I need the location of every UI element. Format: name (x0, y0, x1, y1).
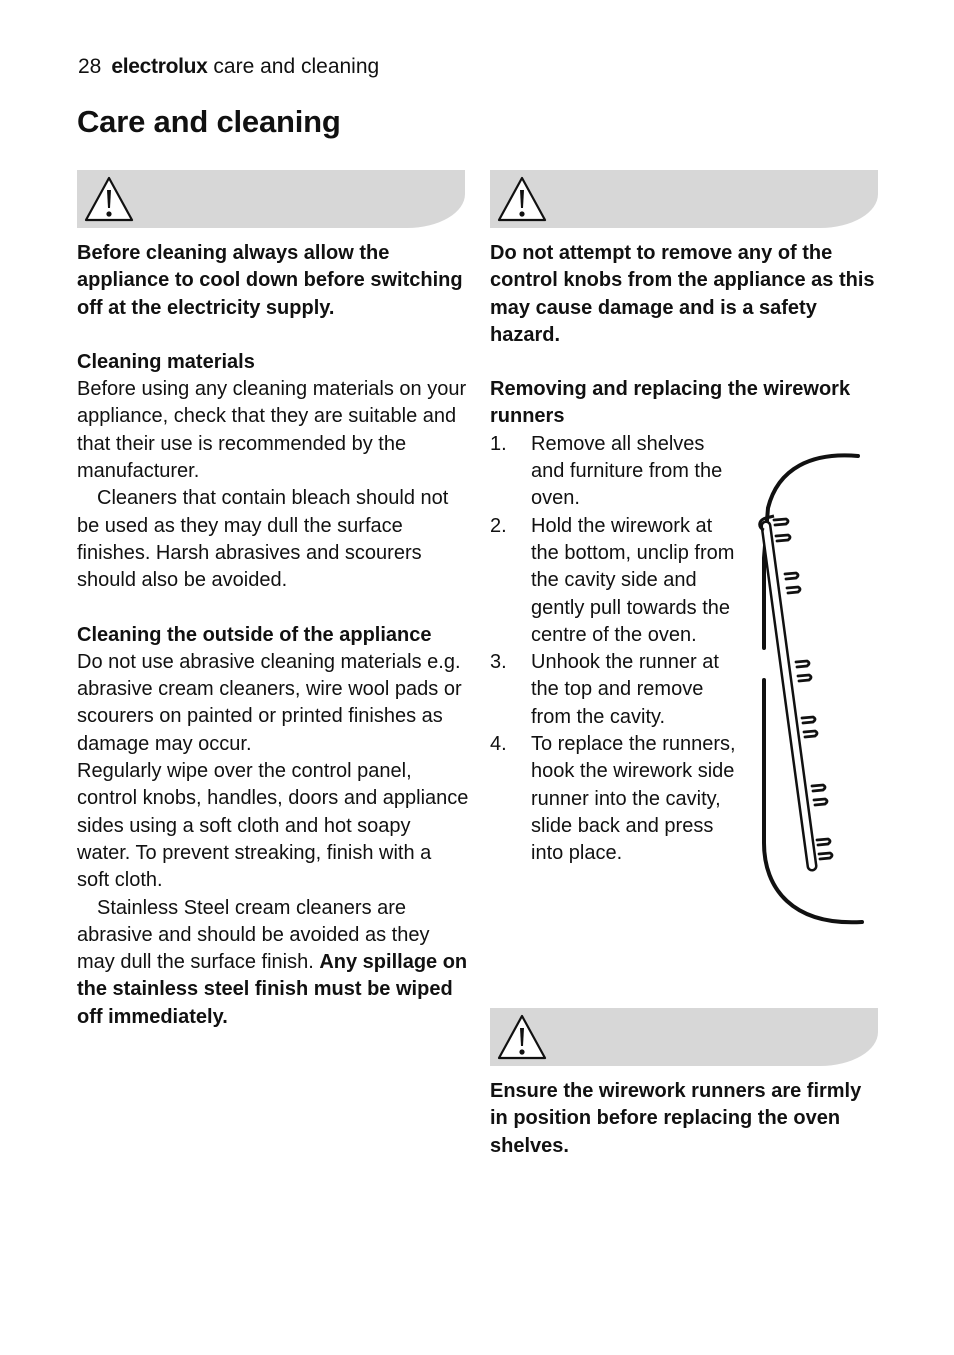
step-text: Unhook the runner at the top and remove from the cavity. (531, 651, 719, 728)
warning-banner (77, 170, 465, 228)
warning-text-cooling: Before cleaning always allow the appliance to cool down before switching off at the electricity supply. (77, 242, 463, 319)
page-header (78, 54, 379, 80)
paragraph-outside-2: Regularly wipe over the control panel, control knobs, handles, doors and appliance sides using a soft cloth and hot soapy water. To prevent streaking, finish with a soft cloth. (77, 760, 469, 892)
step-text: To replace the runners, hook the wirework side runner into the cavity, slide back and press into place. (531, 733, 736, 865)
brand-name: electrolux (111, 55, 208, 78)
warning-text-runners: Ensure the wirework runners are firmly in position before replacing the oven shelves. (490, 1080, 862, 1157)
left-column (77, 170, 469, 1031)
step-number: 2. (490, 514, 507, 537)
list-item (490, 431, 740, 513)
wirework-runner-illustration (752, 448, 867, 938)
warning-triangle-icon (496, 1013, 548, 1061)
step-text: Remove all shelves and furniture from the oven. (531, 432, 723, 510)
paragraph-materials-1: Before using any cleaning materials on your appliance, check that they are suitable and that their use is recommended by the manufacturer. (77, 378, 467, 483)
paragraph-materials-2: Cleaners that contain bleach should not be used as they may dull the surface finishes. Harsh abrasives and scourers should also be avoided. (77, 487, 449, 592)
page-number: 28 (78, 55, 102, 78)
list-item (490, 731, 740, 867)
heading-cleaning-materials: Cleaning materials (77, 350, 255, 373)
step-number: 3. (490, 651, 507, 674)
steps-list (490, 431, 740, 868)
heading-wirework-runners: Removing and replacing the wirework runners (490, 378, 851, 428)
heading-cleaning-outside: Cleaning the outside of the appliance (77, 623, 432, 646)
warning-banner (490, 1008, 878, 1066)
bottom-warning (490, 1008, 882, 1160)
warning-banner (490, 170, 878, 228)
wirework-runner-icon (752, 448, 867, 933)
paragraph-outside-3 (77, 895, 469, 1031)
paragraph-outside-1: Do not use abrasive cleaning materials e.g. abrasive cream cleaners, wire wool pads or scourers on painted or printed finishes as damage may occur. (77, 650, 462, 755)
step-number: 1. (490, 432, 507, 455)
warning-triangle-icon (83, 175, 135, 223)
list-item (490, 649, 740, 731)
page-title: Care and cleaning (77, 104, 341, 139)
section-name: care and cleaning (213, 55, 380, 78)
warning-triangle-icon (496, 175, 548, 223)
list-item (490, 513, 740, 649)
step-text: Hold the wirework at the bottom, unclip from the cavity side and gently pull towards the centre of the oven. (531, 514, 735, 646)
paragraph-outside-3-text: Stainless Steel cream cleaners are abrasive and should be avoided as they may dull the surface finish. (77, 896, 430, 974)
paragraph-outside-3-bold: Any spillage on the stainless steel finish must be wiped off immediately. (77, 951, 468, 1028)
step-number: 4. (490, 733, 507, 756)
warning-text-knobs: Do not attempt to remove any of the control knobs from the appliance as this may cause damage and is a safety hazard. (490, 242, 875, 346)
